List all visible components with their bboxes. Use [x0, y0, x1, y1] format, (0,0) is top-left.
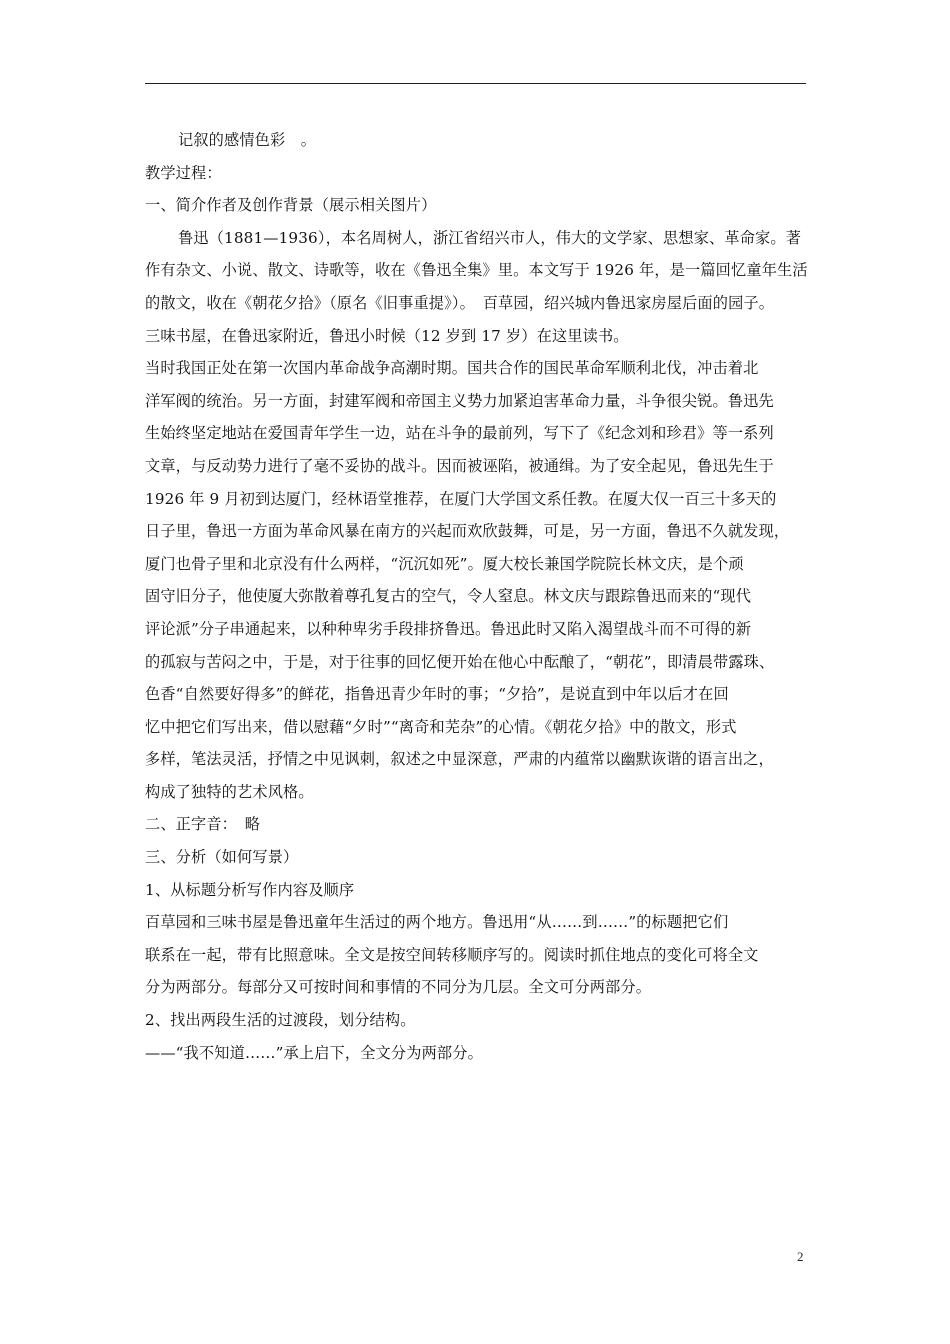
- text-line: 1926 年 9 月初到达厦门，经林语堂推荐，在厦门大学国文系任教。在厦大仅一百三十多天的: [145, 489, 777, 508]
- text-line: 三味书屋，在鲁迅家附近，鲁迅小时候（12 岁到 17 岁）在这里读书。: [145, 326, 629, 345]
- text-line: 色香“自然要好得多”的鲜花，指鲁迅青少年时的事；“夕拾”，是说直到中年以后才在回: [145, 685, 729, 704]
- section-heading: 一、简介作者及创作背景（展示相关图片）: [145, 196, 437, 215]
- text-line: 百草园和三味书屋是鲁迅童年生活过的两个地方。鲁迅用“从……到……”的标题把它们: [145, 913, 729, 932]
- text-line: 构成了独特的艺术风格。: [145, 782, 314, 801]
- subsection-heading: 2、找出两段生活的过渡段，划分结构。: [145, 1011, 416, 1030]
- section-heading: 教学过程：: [145, 163, 222, 182]
- page-number: 2: [797, 1249, 804, 1264]
- text-line: ——“我不知道……”承上启下，全文分为两部分。: [145, 1043, 483, 1062]
- text-line: 作有杂文、小说、散文、诗歌等，收在《鲁迅全集》里。本文写于 1926 年，是一篇回忆童年生活: [145, 261, 808, 280]
- section-heading: 二、正字音： 略: [145, 815, 261, 834]
- header-rule: [145, 83, 806, 84]
- text-line: 生始终坚定地站在爱国青年学生一边，站在斗争的最前列，写下了《纪念刘和珍君》等一系列: [145, 424, 774, 443]
- subsection-heading: 1、从标题分析写作内容及顺序: [145, 880, 355, 899]
- text-line: 多样，笔法灵活，抒情之中见讽刺，叙述之中显深意，严肃的内蕴常以幽默诙谐的语言出之，: [145, 750, 774, 769]
- text-line: 忆中把它们写出来，借以慰藉“夕时”“离奇和芜杂”的心情。《朝花夕拾》中的散文，形式: [145, 717, 737, 736]
- text-line: 评论派”分子串通起来，以种种卑劣手段排挤鲁迅。鲁迅此时又陷入渴望战斗而不可得的新: [145, 619, 752, 638]
- text-line: 分为两部分。每部分又可按时间和事情的不同分为几层。全文可分两部分。: [145, 978, 652, 997]
- document-body: [145, 124, 815, 1069]
- text-line: 记叙的感情色彩 。: [178, 131, 317, 149]
- text-line: 的散文，收在《朝花夕拾》（原名《旧事重提》）。 百草园，绍兴城内鲁迅家房屋后面的园子。: [145, 293, 775, 312]
- text-line: 联系在一起，带有比照意味。全文是按空间转移顺序写的。阅读时抓住地点的变化可将全文: [145, 945, 759, 964]
- text-line: 日子里，鲁迅一方面为革命风暴在南方的兴起而欢欣鼓舞，可是，另一方面，鲁迅不久就发现，: [145, 522, 790, 541]
- text-line: 厦门也骨子里和北京没有什么两样，“沉沉如死”。厦大校长兼国学院院长林文庆，是个顽: [145, 554, 744, 573]
- text-line: 固守旧分子，他使厦大弥散着尊孔复古的空气，令人窒息。林文庆与跟踪鲁迅而来的“现代: [145, 587, 752, 606]
- text-line: 鲁迅（1881—1936），本名周树人，浙江省绍兴市人，伟大的文学家、思想家、革命家。著: [178, 228, 802, 247]
- text-line: 当时我国正处在第一次国内革命战争高潮时期。国共合作的国民革命军顺利北伐，冲击着北: [145, 359, 759, 378]
- text-line: 文章，与反动势力进行了毫不妥协的战斗。因而被诬陷，被通缉。为了安全起见，鲁迅先生于: [145, 456, 774, 475]
- section-heading: 三、分析（如何写景）: [145, 848, 299, 867]
- text-line: 的孤寂与苦闷之中，于是，对于往事的回忆便开始在他心中酝酿了，“朝花”，即清晨带露珠、: [145, 652, 775, 671]
- text-line: 洋军阀的统治。另一方面，封建军阀和帝国主义势力加紧迫害革命力量，斗争很尖锐。鲁迅先: [145, 391, 774, 410]
